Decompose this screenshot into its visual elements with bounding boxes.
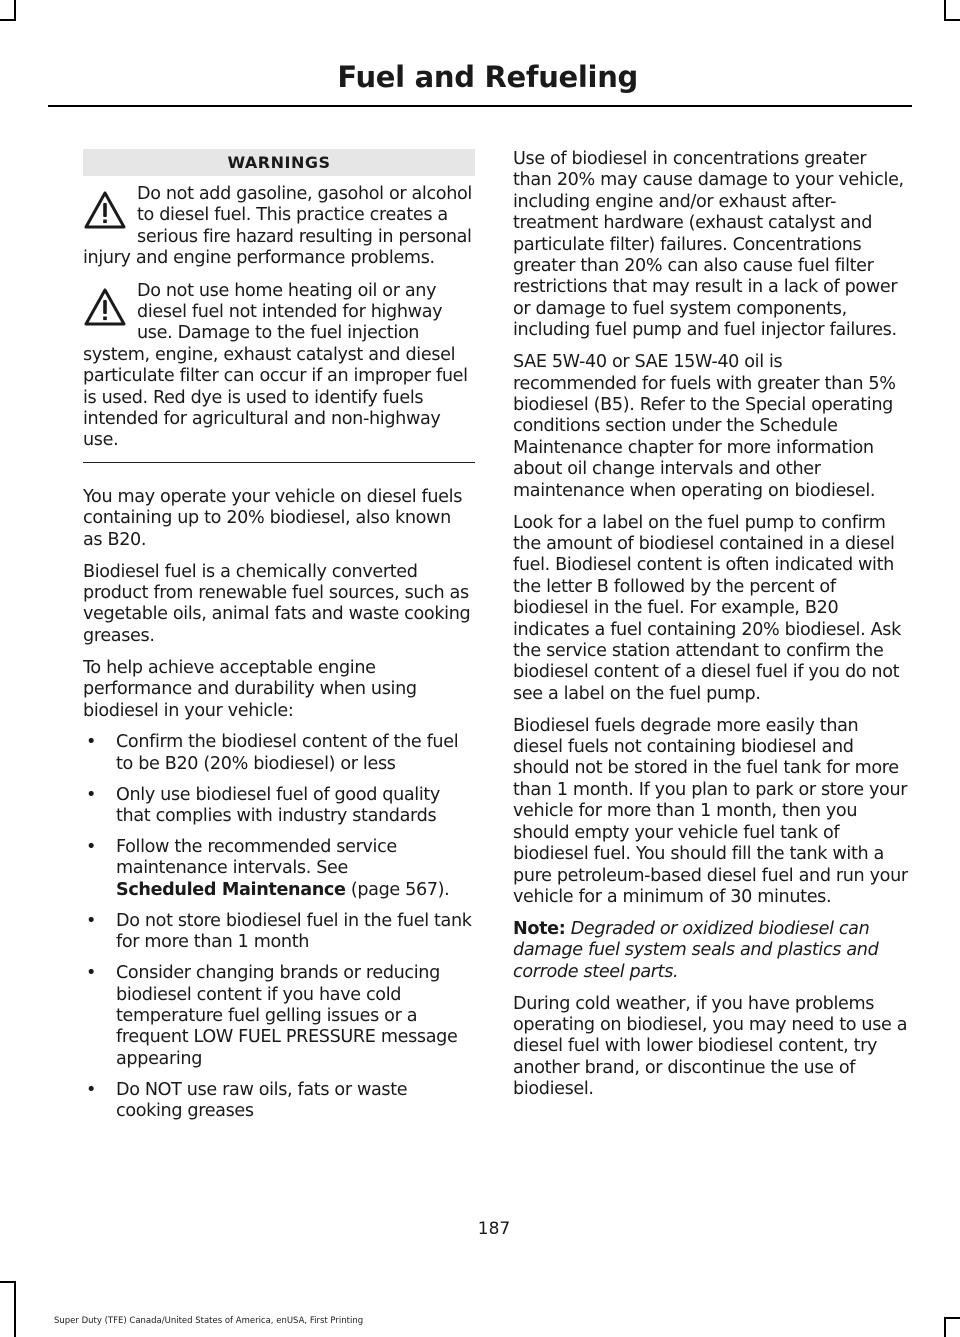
note (513, 919, 909, 983)
warning-text: Do not use home heating oil or any diesel fuel not intended for highway use. Damage to the fuel injection system, engine, exhaust catalyst and diesel particulate filter can occur if an improper fuel is used. Red dye is used to identify fuels intended for agricultural and non-highway use. (83, 280, 468, 451)
bullet: • (86, 837, 97, 858)
crop-mark (944, 19, 960, 21)
list-item: • Follow the recommended service maintenance intervals. See Scheduled Maintenance (page 567). (86, 837, 450, 900)
warnings-heading: WARNINGS (83, 149, 475, 176)
warning-text: Do not add gasoline, gasohol or alcohol to diesel fuel. This practice creates a serious fire hazard resulting in personal injury and engine performance problems. (83, 184, 472, 269)
right-column (513, 149, 909, 1111)
bullet: • (86, 963, 97, 984)
paragraph: Look for a label on the fuel pump to confirm the amount of biodiesel contained in a diesel fuel. Biodiesel content is often indicated with the letter B followed by the percent of biodiesel in the fuel. For example, B20 indicates a fuel containing 20% biodiesel. Ask the service station attendant to confirm the biodiesel content of a diesel fuel if you do not see a label on the fuel pump. (513, 512, 901, 704)
note-text: Degraded or oxidized biodiesel can damage fuel system seals and plastics and corrode steel parts. (513, 918, 879, 982)
bullet: • (86, 1079, 97, 1100)
crop-mark (14, 0, 16, 20)
bullet-list (83, 732, 475, 1122)
warning-triangle-icon (83, 190, 131, 234)
paragraph: SAE 5W-40 or SAE 15W-40 oil is recommended for fuels with greater than 5% biodiesel (B5). Refer to the Special operating conditions section under the Schedule Maintenance chapter for more information about oil change intervals and other maintenance when operating on biodiesel. (513, 352, 896, 501)
bullet: • (86, 732, 97, 753)
warnings-box (83, 149, 475, 463)
warning-item (83, 184, 475, 270)
crop-mark (0, 19, 16, 21)
paragraph: Use of biodiesel in concentrations greater than 20% may cause damage to your vehicle, including engine and/or exhaust after-treatment hardware (exhaust catalyst and particulate filter) failures. Concentrations greater than 20% can also cause fuel filter restrictions that may result in a lack of power or damage to fuel system components, including fuel pump and fuel injector failures. (513, 149, 904, 341)
list-item: • Confirm the biodiesel content of the fuel to be B20 (20% biodiesel) or less (86, 732, 459, 774)
xref-page: (page 567). (350, 879, 450, 900)
paragraph: Biodiesel fuels degrade more easily than diesel fuels not containing biodiesel and should not be stored in the fuel tank for more than 1 month. If you plan to park or store your vehicle for more than 1 month, then you should empty your vehicle fuel tank of biodiesel fuel. You should fill the tank with a pure petroleum-based diesel fuel and run your vehicle for a minimum of 30 minutes. (513, 715, 908, 907)
paragraph: To help achieve acceptable engine performance and durability when using biodiesel in your vehicle: (83, 657, 417, 721)
list-item: • Do not store biodiesel fuel in the fuel tank for more than 1 month (86, 910, 472, 953)
page-title: Fuel and Refueling (337, 60, 638, 94)
note-label: Note: (513, 918, 566, 939)
bullet: • (86, 910, 97, 931)
paragraph: You may operate your vehicle on diesel fuels containing up to 20% biodiesel, also known as B20. (83, 486, 463, 550)
paragraph: Biodiesel fuel is a chemically converted product from renewable fuel sources, such as vegetable oils, animal fats and waste cooking greases. (83, 561, 471, 646)
list-item: • Consider changing brands or reducing biodiesel content if you have cold temperature fuel gelling issues or a frequent LOW FUEL PRESSURE message appearing (86, 963, 458, 1069)
left-column (83, 149, 475, 1132)
paragraph: During cold weather, if you have problems operating on biodiesel, you may need to use a diesel fuel with lower biodiesel content, try another brand, or discontinue the use of biodiesel. (513, 993, 908, 1100)
crop-mark (944, 0, 946, 20)
crop-mark (0, 1281, 16, 1283)
list-item: • Only use biodiesel fuel of good quality that complies with industry standards (86, 784, 440, 827)
page-number: 187 (477, 1219, 511, 1239)
list-item: • Do NOT use raw oils, fats or waste cooking greases (86, 1079, 408, 1122)
scheduled-maintenance-link[interactable]: Scheduled Maintenance (116, 879, 346, 900)
footer-text: Super Duty (TFE) Canada/United States of America, enUSA, First Printing (54, 1316, 364, 1326)
crop-mark (944, 1317, 946, 1337)
warning-item (83, 281, 475, 452)
header-rule (48, 105, 912, 107)
bullet: • (86, 784, 97, 805)
crop-mark (14, 1281, 16, 1337)
crop-mark (944, 1317, 960, 1319)
warning-triangle-icon (83, 287, 131, 331)
